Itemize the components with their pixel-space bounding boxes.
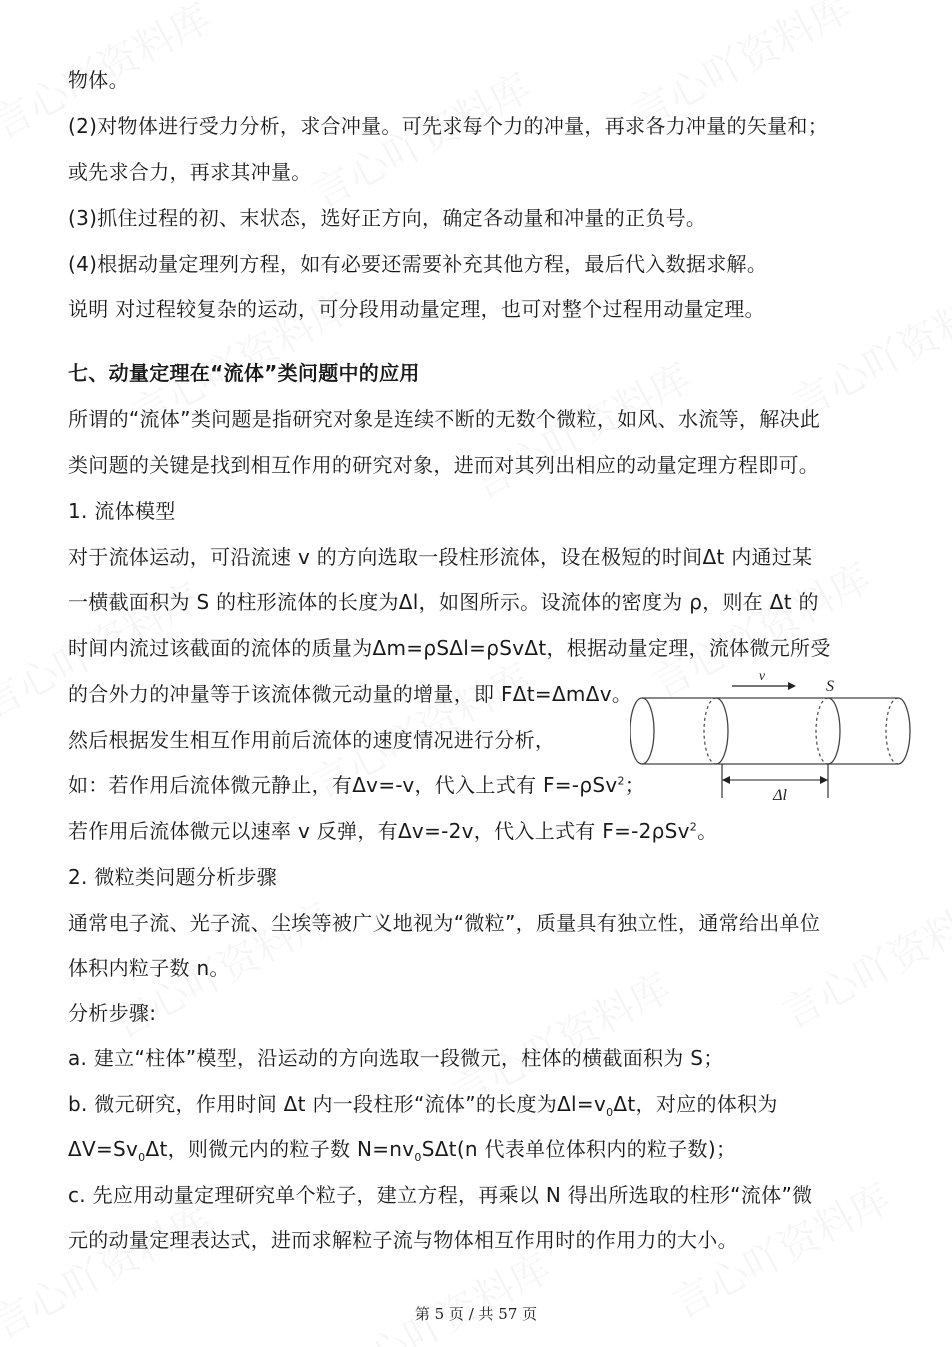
paragraph-line: 体积内粒子数 n。 <box>68 956 230 980</box>
paragraph-line: 对于流体运动，可沿流速 v 的方向选取一段柱形流体，设在极短的时间Δt 内通过某 <box>68 545 813 569</box>
paragraph-line <box>68 1090 778 1118</box>
paragraph-line: 或先求合力，再求其冲量。 <box>68 160 312 184</box>
note-line: 说明 对过程较复杂的运动，可分段用动量定理，也可对整个过程用动量定理。 <box>68 297 765 321</box>
paragraph-line <box>68 817 717 845</box>
cylinder-right-end <box>886 698 898 764</box>
cross-section-2 <box>828 698 840 764</box>
paragraph-line: 一横截面积为 S 的柱形流体的长度为Δl，如图所示。设流体的密度为 ρ，则在 Δt 的 <box>68 590 819 614</box>
length-label: Δl <box>773 787 787 804</box>
subscript: 0 <box>138 1151 146 1164</box>
velocity-label: v <box>758 669 766 684</box>
text-span: b. 微元研究，作用时间 Δt 内一段柱形“流体”的长度为Δl=v <box>68 1092 607 1116</box>
cross-section-2 <box>816 698 828 764</box>
paragraph-line: 类问题的关键是找到相互作用的研究对象，进而对其列出相应的动量定理方程即可。 <box>68 453 820 477</box>
area-label: S <box>826 678 834 695</box>
paragraph-line: 元的动量定理表达式，进而求解粒子流与物体相互作用时的作用力的大小。 <box>68 1228 738 1252</box>
paragraph-line: 通常电子流、光子流、尘埃等被广义地视为“微粒”，质量具有独立性，通常给出单位 <box>68 911 821 935</box>
superscript: 2 <box>617 774 625 788</box>
text-span: 。 <box>697 819 718 843</box>
fluid-cylinder-figure <box>630 668 920 813</box>
watermark <box>771 877 952 1040</box>
paragraph-line: 然后根据发生相互作用前后流体的速度情况进行分析， <box>68 728 556 752</box>
paragraph-line <box>68 1135 736 1163</box>
paragraph-line: 所谓的“流体”类问题是指研究对象是连续不断的无数个微粒，如风、水流等，解决此 <box>68 407 821 431</box>
paragraph-line: 的合外力的冲量等于该流体微元动量的增量，即 FΔt=ΔmΔv。 <box>68 682 633 706</box>
paragraph-line: (2)对物体进行受力分析，求合冲量。可先求每个力的冲量，再求各力冲量的矢量和； <box>68 114 829 138</box>
paragraph-line <box>68 771 645 799</box>
cylinder-left-end <box>630 698 642 764</box>
paragraph-line: 物体。 <box>68 68 129 92</box>
text-span: 如：若作用后流体微元静止，有Δv=-v，代入上式有 F=-ρSv <box>68 773 618 797</box>
subscript: 0 <box>414 1151 422 1164</box>
superscript: 2 <box>689 820 698 834</box>
paragraph-line: 时间内流过该截面的流体的质量为Δm=ρSΔl=ρSvΔt，根据动量定理，流体微元所受 <box>68 636 831 660</box>
paragraph-line: (3)抓住过程的初、末状态，选好正方向，确定各动量和冲量的正负号。 <box>68 206 707 230</box>
page-footer: 第 5 页 / 共 57 页 <box>414 1305 538 1323</box>
paragraph-line: 分析步骤: <box>68 1001 157 1025</box>
subsection-heading: 2. 微粒类问题分析步骤 <box>68 865 278 889</box>
section-heading: 七、动量定理在“流体”类问题中的应用 <box>68 361 420 385</box>
paragraph-line: c. 先应用动量定理研究单个粒子，建立方程，再乘以 N 得出所选取的柱形“流体”微 <box>68 1183 813 1207</box>
text-span: SΔt(n 代表单位体积内的粒子数)； <box>421 1137 737 1161</box>
cross-section-1 <box>716 698 728 764</box>
length-arrow-right <box>820 776 828 784</box>
subscript: 0 <box>606 1106 614 1119</box>
text-span: Δt，则微元内的粒子数 N=nv <box>145 1137 415 1161</box>
text-span: Δt，对应的体积为 <box>613 1092 778 1116</box>
paragraph-line: a. 建立“柱体”模型，沿运动的方向选取一段微元，柱体的横截面积为 S； <box>68 1046 724 1070</box>
text-span: 若作用后流体微元以速率 v 反弹，有Δv=-2v，代入上式有 F=-2ρSv <box>68 819 690 843</box>
cylinder-left-end <box>642 698 654 764</box>
paragraph-line: (4)根据动量定理列方程，如有必要还需要补充其他方程，最后代入数据求解。 <box>68 252 768 276</box>
cross-section-1 <box>704 698 716 764</box>
subsection-heading: 1. 流体模型 <box>68 499 176 523</box>
cylinder-right-end <box>898 698 910 764</box>
text-span: ； <box>624 773 646 797</box>
velocity-arrow-head <box>788 682 796 690</box>
text-span: ΔV=Sv <box>68 1137 139 1161</box>
length-arrow-left <box>722 776 730 784</box>
